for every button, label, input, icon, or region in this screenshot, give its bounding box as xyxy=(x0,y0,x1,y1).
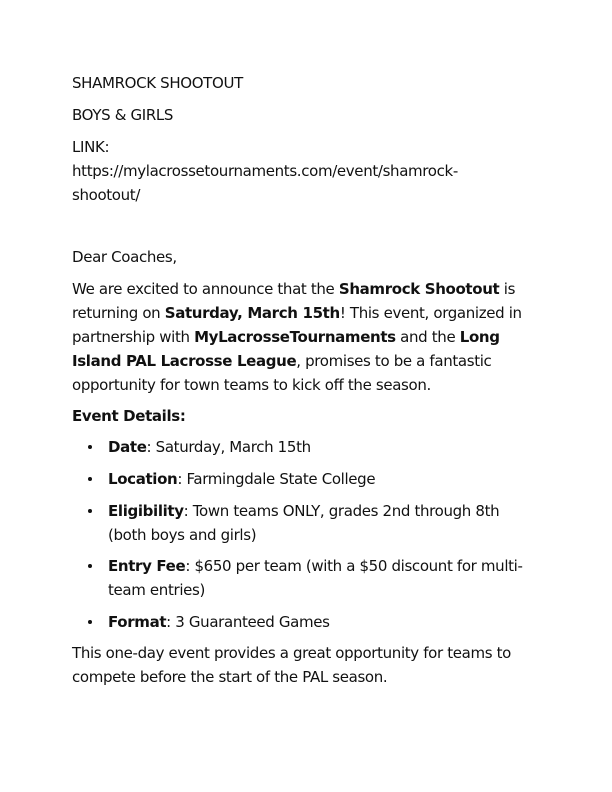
intro-line-2: returning on Saturday, March 15th! This event, organized in xyxy=(72,304,522,322)
greeting: Dear Coaches, xyxy=(72,248,177,266)
bullet-icon xyxy=(88,477,92,481)
event-title: SHAMROCK SHOOTOUT xyxy=(72,74,243,92)
event-link-line-1[interactable]: https://mylacrossetournaments.com/event/shamrock- xyxy=(72,162,458,180)
organizer-name: MyLacrosseTournaments xyxy=(194,328,396,346)
bullet-icon xyxy=(88,564,92,568)
intro-line-3: partnership with MyLacrosseTournaments and the Long xyxy=(72,328,500,346)
document-page: SHAMROCK SHOOTOUT BOYS & GIRLS LINK: https://mylacrossetournaments.com/event/shamrock- shootout/ Dear Coaches, We are excited to announce that the Shamrock Shootout is returning on Saturday, March 15th! This event, organized in partnership with MyLacrosseTournaments and the Long Island PAL Lacrosse League, promises to be a fantastic opportunity for town teams to kick off the season. Event Details: Date: Saturday, March 15th Location: Farmingdale State College Eligibility: Town teams ONLY, grades 2nd through 8th (both boys and girls) Entry Fee: $650 per team (with a $50 discount for multi- team entries) Format: 3 Guaranteed Games This one-day event provides a great opportunity for teams to compete before the start of the PAL season. xyxy=(0,0,612,792)
event-details-heading: Event Details: xyxy=(72,407,186,425)
event-name: Shamrock Shootout xyxy=(338,280,500,298)
closing-line-1: This one-day event provides a great opportunity for teams to xyxy=(72,644,511,662)
bullet-icon xyxy=(88,620,92,624)
league-name: Island PAL Lacrosse League xyxy=(72,352,297,370)
closing-line-2: compete before the start of the PAL season. xyxy=(72,668,388,686)
bullet-icon xyxy=(88,509,92,513)
intro-line-5: opportunity for town teams to kick off the season. xyxy=(72,376,431,394)
bullet-icon xyxy=(88,445,92,449)
intro-line-1: We are excited to announce that the Shamrock Shootout is xyxy=(72,280,516,298)
event-date-highlight: Saturday, March 15th xyxy=(164,304,340,322)
event-subtitle: BOYS & GIRLS xyxy=(72,106,174,124)
event-link-line-2[interactable]: shootout/ xyxy=(72,186,141,204)
intro-line-4: Island PAL Lacrosse League, promises to be a fantastic xyxy=(72,352,492,370)
link-label: LINK: xyxy=(72,138,110,156)
